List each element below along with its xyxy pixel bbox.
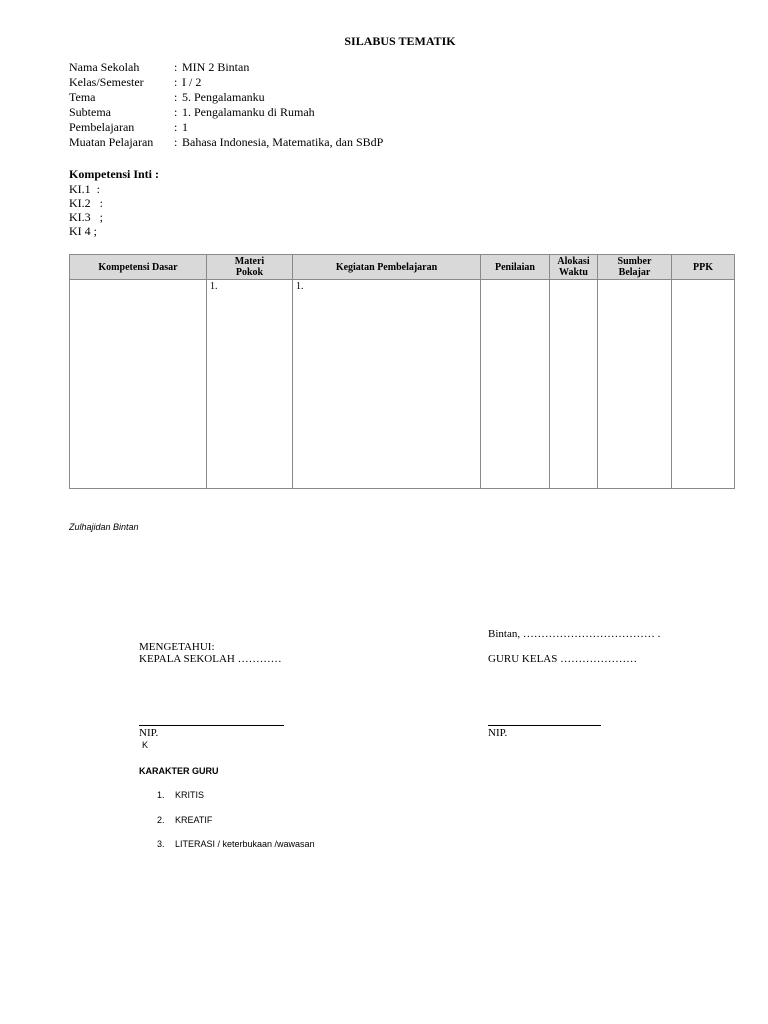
ki-label: KI.2 [69,196,91,210]
kompetensi-inti-heading: Kompetensi Inti : [69,167,159,181]
nip-left: NIP. [139,727,159,739]
cell-text [672,280,734,282]
karakter-guru-heading: KARAKTER GURU [139,766,219,776]
ki-separator: ; [93,224,98,238]
cell-sumber-belajar [598,280,672,489]
list-item [157,839,315,849]
ki-separator: ; [99,210,104,224]
header-sumber-belajar [598,255,672,280]
header-sumber-belajar-text: Sumber Belajar [617,256,652,278]
info-label: Subtema [69,105,111,119]
list-item-number: 3. [157,839,165,849]
header-kegiatan-pembelajaran: Kegiatan Pembelajaran [293,255,481,280]
ki-label: KI.1 [69,182,91,196]
cell-text [598,280,671,282]
info-colon: : [174,105,178,119]
ki-row [69,210,103,225]
info-value: Bahasa Indonesia, Matematika, dan SBdP [182,135,384,149]
date-line: Bintan, ……………………………… . [488,628,661,640]
cell-text [481,280,549,282]
cell-kegiatan-pembelajaran [293,280,481,489]
list-item-number: 2. [157,815,165,825]
list-item-text: LITERASI / keterbukaan /wawasan [175,839,315,849]
table-header-row [70,255,735,280]
cell-ppk [672,280,735,489]
header-kompetensi-dasar: Kompetensi Dasar [70,255,207,280]
list-item [157,790,204,800]
cell-text [550,280,597,282]
info-colon: : [174,75,178,89]
guru-kelas-label: GURU KELAS ………………… [488,653,638,665]
info-value: 1 [182,120,188,134]
cell-text: 1. [296,281,304,292]
list-item [157,815,212,825]
cell-alokasi-waktu [550,280,598,489]
document-title: SILABUS TEMATIK [344,34,456,48]
table-row [70,280,735,489]
cell-materi-pokok [207,280,293,489]
header-materi-pokok [207,255,293,280]
ki-separator: : [96,182,101,196]
ki-separator: : [99,196,104,210]
ki-label: KI.3 [69,210,91,224]
info-colon: : [174,120,178,134]
list-item-number: 1. [157,790,165,800]
info-value: MIN 2 Bintan [182,60,250,74]
info-colon: : [174,135,178,149]
k-mark: K [142,740,149,750]
silabus-table [69,254,735,489]
list-item-text: KREATIF [175,815,213,825]
cell-text [70,280,206,282]
info-label: Pembelajaran [69,120,135,134]
info-value: 1. Pengalamanku di Rumah [182,105,315,119]
mengetahui-label: MENGETAHUI: [139,641,215,653]
header-ppk: PPK [672,255,735,280]
ki-label: KI 4 [69,224,91,238]
info-value: I / 2 [182,75,202,89]
cell-kompetensi-dasar [70,280,207,489]
info-label: Nama Sekolah [69,60,140,74]
info-label: Muatan Pelajaran [69,135,154,149]
cell-text: 1. [210,281,218,292]
kepala-sekolah-label: KEPALA SEKOLAH ………… [139,653,282,665]
info-colon: : [174,90,178,104]
ki-row [69,224,97,239]
ki-row [69,182,100,197]
header-penilaian: Penilaian [481,255,550,280]
list-item-text: KRITIS [175,790,205,800]
info-colon: : [174,60,178,74]
signature-line-right [488,725,601,726]
info-label: Tema [69,90,96,104]
info-label: Kelas/Semester [69,75,144,89]
signature-line-left [139,725,284,726]
header-alokasi-waktu [550,255,598,280]
header-alokasi-waktu-text: Alokasi Waktu [557,256,590,278]
info-value: 5. Pengalamanku [182,90,265,104]
ki-row [69,196,103,211]
place-label: Zulhajidan Bintan [69,522,139,532]
nip-right: NIP. [488,727,508,739]
header-materi-pokok-text: Materi Pokok [234,256,265,278]
cell-penilaian [481,280,550,489]
